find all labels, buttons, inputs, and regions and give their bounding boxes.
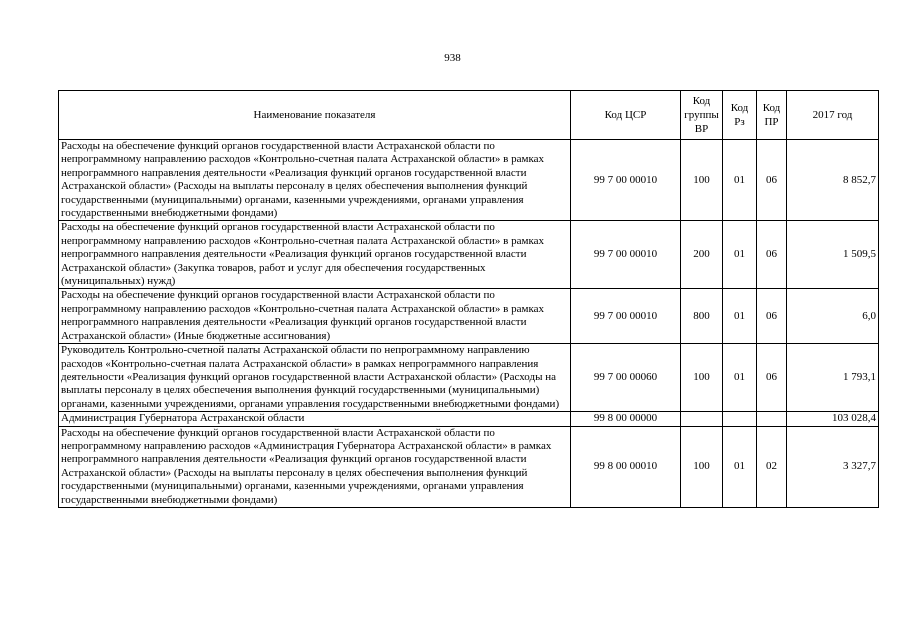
row-csr: 99 7 00 00010 xyxy=(571,140,681,221)
row-name: Расходы на обеспечение функций органов государственной власти Астраханской области по непрограммному направлению расходов «Администрация Губернатора Астраханской области» в рамках непрограммного направления деятельности «Реализация функций органов государственной власти Астраханской области» (Расходы на выплаты персоналу в целях обеспечения выполнения функций государственными (муниципальными) органами, казенными учреждениями, органами управления государственными внебюджетными фондами) xyxy=(59,426,571,507)
row-rz: 01 xyxy=(723,289,757,344)
row-pr: 06 xyxy=(757,221,787,289)
row-rz: 01 xyxy=(723,344,757,412)
table-row xyxy=(59,140,879,221)
row-amount: 1 793,1 xyxy=(787,344,879,412)
row-csr: 99 7 00 00060 xyxy=(571,344,681,412)
row-csr: 99 7 00 00010 xyxy=(571,221,681,289)
row-pr: 06 xyxy=(757,344,787,412)
row-csr: 99 8 00 00010 xyxy=(571,426,681,507)
row-rz xyxy=(723,412,757,426)
row-vr xyxy=(681,412,723,426)
row-pr: 06 xyxy=(757,289,787,344)
table-row xyxy=(59,344,879,412)
row-name: Администрация Губернатора Астраханской области xyxy=(59,412,571,426)
row-vr: 200 xyxy=(681,221,723,289)
row-amount: 1 509,5 xyxy=(787,221,879,289)
header-year: 2017 год xyxy=(787,91,879,140)
row-amount: 3 327,7 xyxy=(787,426,879,507)
row-amount: 8 852,7 xyxy=(787,140,879,221)
row-csr: 99 7 00 00010 xyxy=(571,289,681,344)
row-name: Расходы на обеспечение функций органов государственной власти Астраханской области по непрограммному направлению расходов «Контрольно-счетная палата Астраханской области» в рамках непрограммного направления деятельности «Реализация функций органов государственной власти Астраханской области» (Расходы на выплаты персоналу в целях обеспечения выполнения функций государственными (муниципальными) органами, казенными учреждениями, органами управления государственными внебюджетными фондами) xyxy=(59,140,571,221)
row-name: Расходы на обеспечение функций органов государственной власти Астраханской области по непрограммному направлению расходов «Контрольно-счетная палата Астраханской области» в рамках непрограммного направления деятельности «Реализация функций органов государственной власти Астраханской области» (Иные бюджетные ассигнования) xyxy=(59,289,571,344)
budget-table xyxy=(58,90,879,508)
row-rz: 01 xyxy=(723,426,757,507)
table-header-row xyxy=(59,91,879,140)
header-rz: Код Рз xyxy=(723,91,757,140)
table-row xyxy=(59,289,879,344)
row-rz: 01 xyxy=(723,221,757,289)
row-vr: 800 xyxy=(681,289,723,344)
row-vr: 100 xyxy=(681,344,723,412)
row-pr xyxy=(757,412,787,426)
row-pr: 06 xyxy=(757,140,787,221)
table-row xyxy=(59,221,879,289)
table-row xyxy=(59,426,879,507)
table-row xyxy=(59,412,879,426)
row-vr: 100 xyxy=(681,140,723,221)
row-name: Руководитель Контрольно-счетной палаты Астраханской области по непрограммному направлению расходов «Контрольно-счетная палата Астраханской области» в рамках непрограммного направления деятельности «Реализация функций органов государственной власти Астраханской области» (Расходы на выплаты персоналу в целях обеспечения выполнения функций государственными (муниципальными) органами, казенными учреждениями, органами управления государственными внебюджетными фондами) xyxy=(59,344,571,412)
page-number: 938 xyxy=(444,52,461,64)
row-amount: 103 028,4 xyxy=(787,412,879,426)
row-name: Расходы на обеспечение функций органов государственной власти Астраханской области по непрограммному направлению расходов «Контрольно-счетная палата Астраханской области» в рамках непрограммного направления деятельности «Реализация функций органов государственной власти Астраханской области» (Закупка товаров, работ и услуг для обеспечения государственных (муниципальных) нужд) xyxy=(59,221,571,289)
row-csr: 99 8 00 00000 xyxy=(571,412,681,426)
row-pr: 02 xyxy=(757,426,787,507)
header-csr: Код ЦСР xyxy=(571,91,681,140)
row-rz: 01 xyxy=(723,140,757,221)
header-pr: Код ПР xyxy=(757,91,787,140)
row-amount: 6,0 xyxy=(787,289,879,344)
header-name: Наименование показателя xyxy=(59,91,571,140)
row-vr: 100 xyxy=(681,426,723,507)
header-vr: Код группы ВР xyxy=(681,91,723,140)
